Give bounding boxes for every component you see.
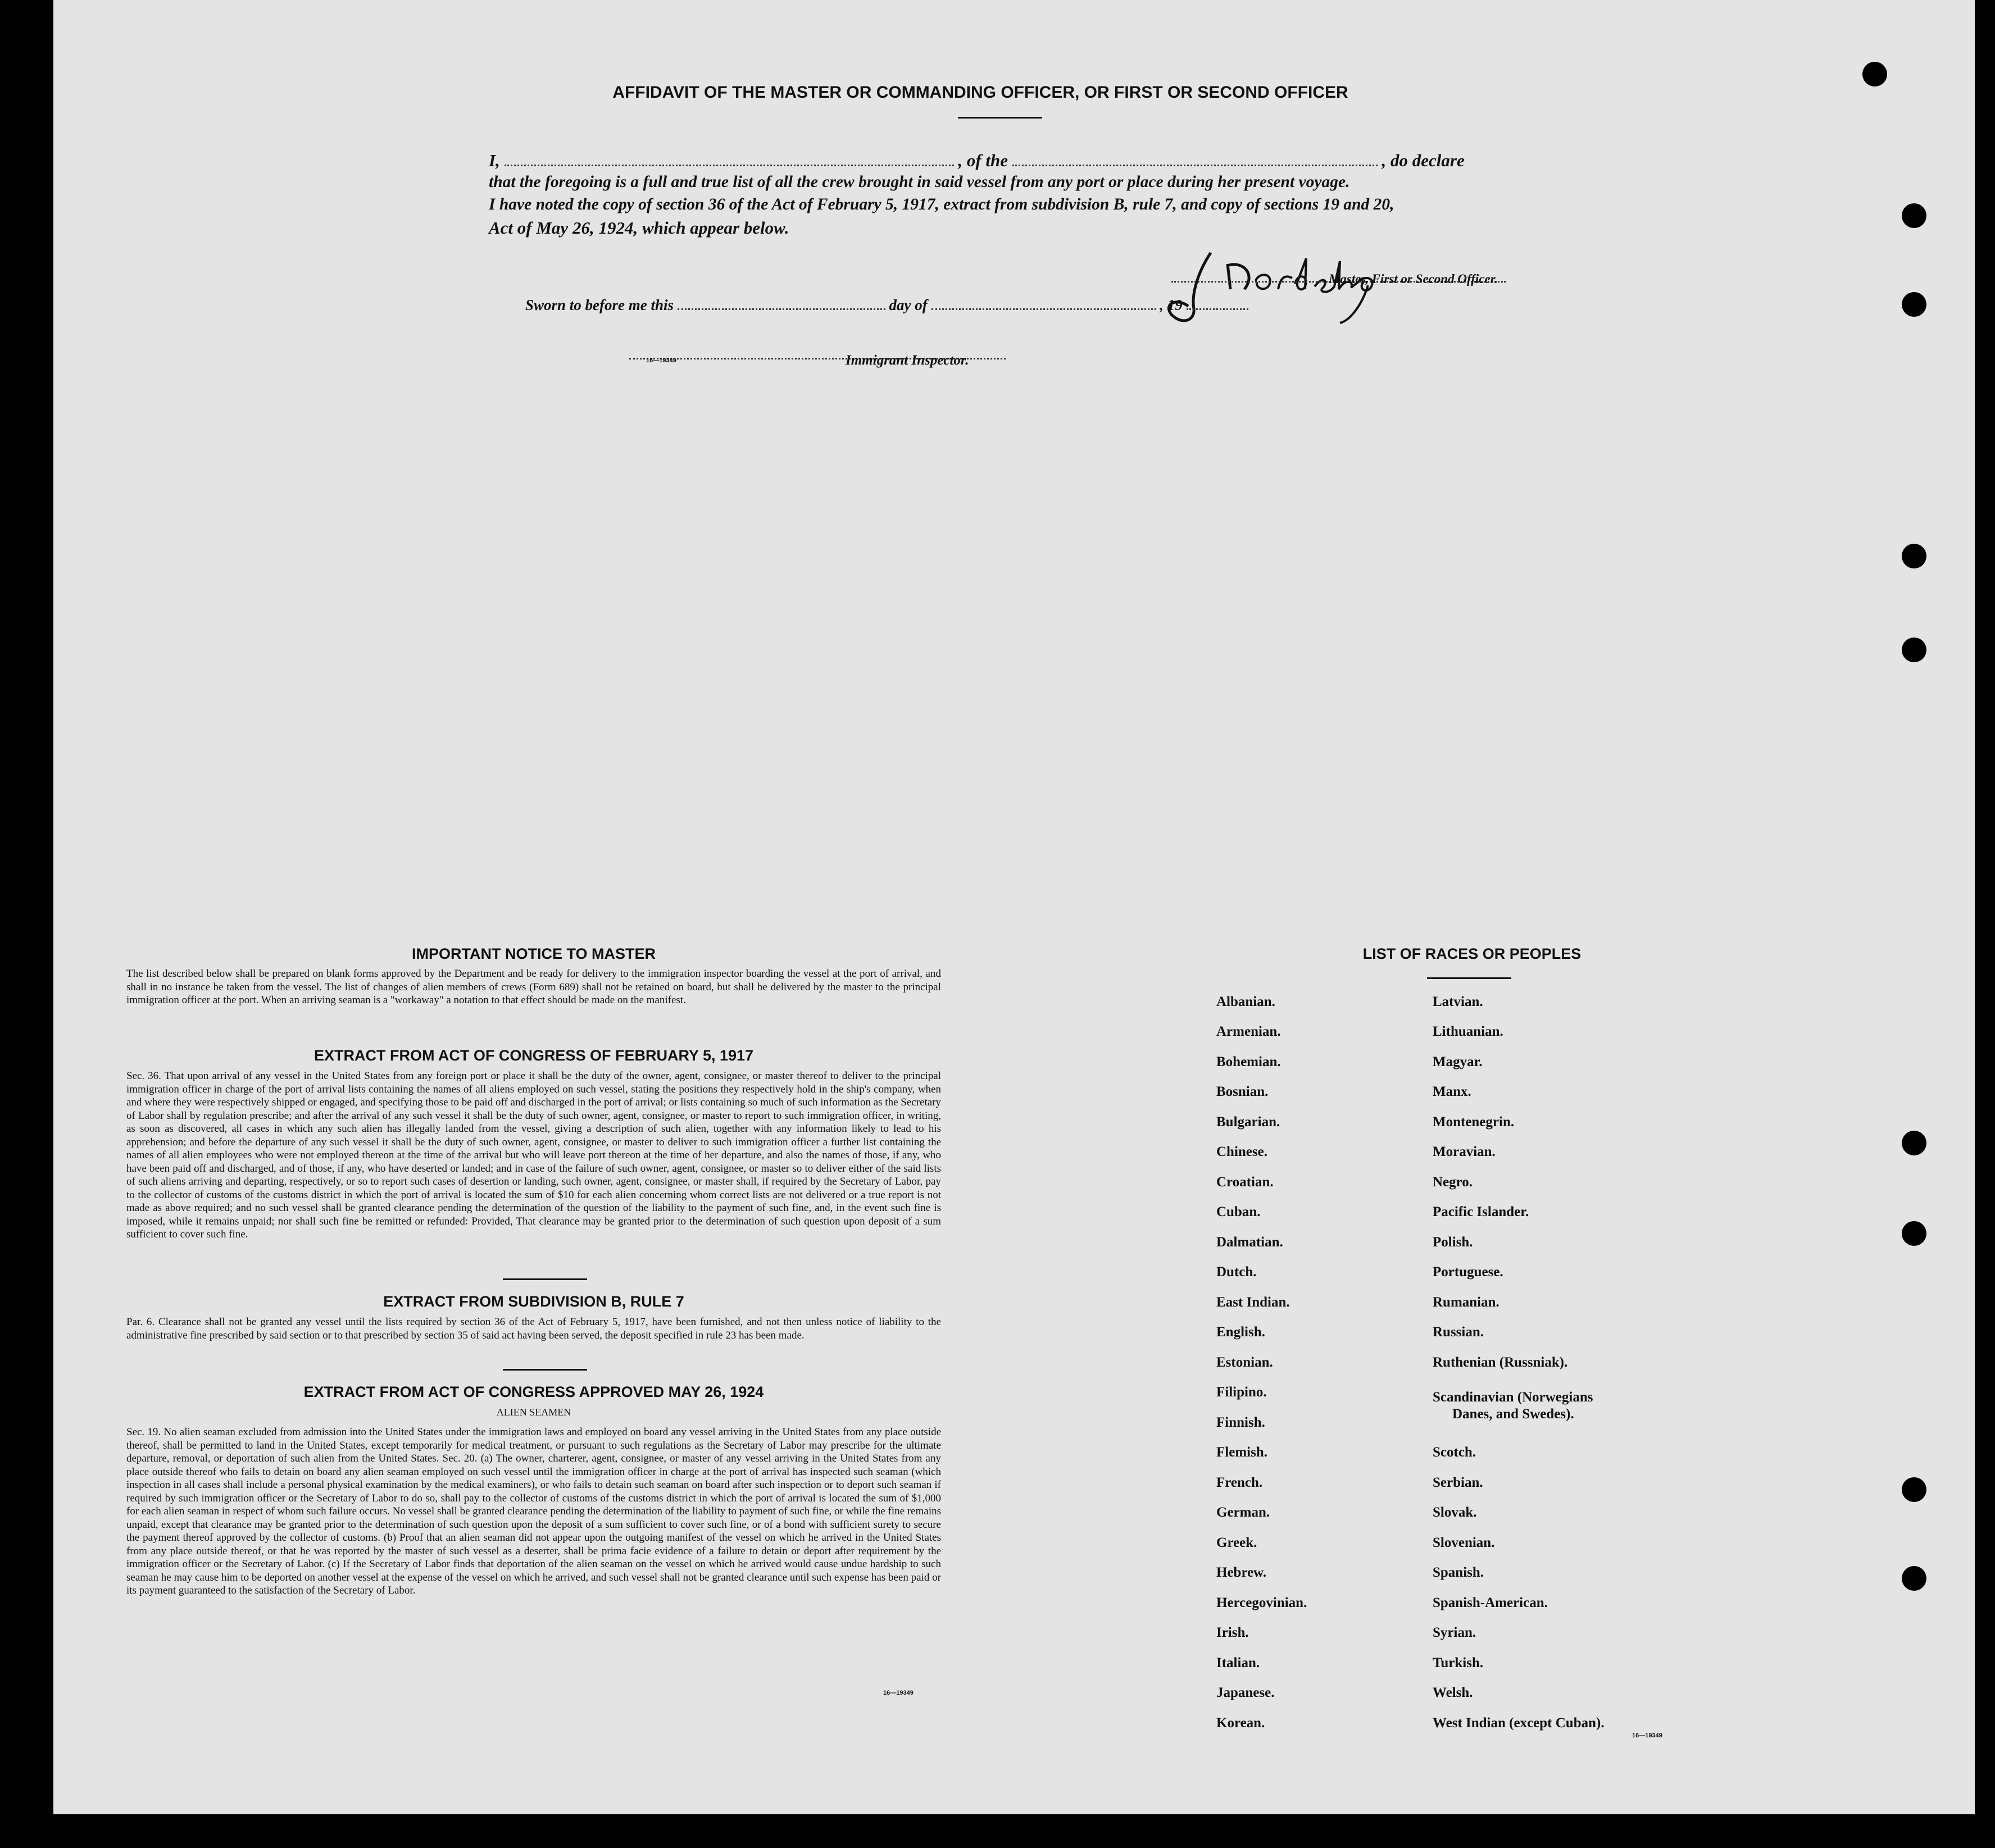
extract-1924-title: EXTRACT FROM ACT OF CONGRESS APPROVED MAY 26, 1924: [303, 1383, 764, 1400]
races-title: LIST OF RACES OR PEOPLES: [1362, 945, 1582, 962]
race-item: Bosnian.: [1216, 1084, 1269, 1099]
affidavit-line-2: that the foregoing is a full and true list of all the crew brought in said vessel from any port or place during her present voyage.: [489, 173, 1350, 191]
race-item: Armenian.: [1216, 1024, 1281, 1039]
race-item: French.: [1216, 1475, 1263, 1490]
notice-text: The list described below shall be prepared on blank forms approved by the Department and be ready for delivery to the immigration inspector boarding the vessel at the port of arrival, and shall in no instance be taken from the vessel. The list of changes of alien members of crews (Form 689) shall not be retained on board, but shall be delivered by the master to the principal immigration officer at the port. When an arriving seaman is a "workaway" a notation to that effect should be made on the manifest.: [126, 968, 941, 1006]
race-item: Magyar.: [1433, 1054, 1483, 1069]
extract-1924-text: Sec. 19. No alien seaman excluded from admission into the United States under the immigration laws and employed on board any vessel arriving in the United States from any place outside thereof, shall be permitted to land in the United States, except temporarily for medical treatment, or pursuant to such regulations as the Secretary of Labor may prescribe for the ultimate departure, removal, or deportation of such alien from the United States. Sec. 20. (a) The owner, charterer, agent, consignee, or master of any vessel arriving in the United States from any place outside thereof who fails to detain on board any alien seaman employed on such vessel until the immigration officer in charge at the port of arrival has inspected such seaman (which inspection in all cases shall include a personal physical examination by the medical examiners), or who fails to detain such seaman on board after such inspection or to deport such seaman if required by such immigration officer or the Secretary of Labor to do so, shall pay to the collector of customs of the customs district in which the port of arrival is located the sum of $1,000 for each alien seaman in respect of whom such failure occurs. No vessel shall be granted clearance pending the determination of the liability to payment of such fine, or while the fine remains unpaid, except that clearance may be granted prior to the determination of such question upon the deposit of a sum sufficient to cover such fine, or of a bond with sufficient surety to secure the payment thereof approved by the collector of customs. (b) Proof that an alien seaman did not appear upon the outgoing manifest of the vessel on which he arrived in the United States from any place outside thereof, or that he was reported by the master of such vessel as a deserter, shall be prima facie evidence of a failure to detain or deport after requirement by the immigration officer or the Secretary of Labor. (c) If the Secretary of Labor finds that deportation of the alien seaman on the vessel on which he arrived would cause undue hardship to such seaman he may cause him to be deported on another vessel at the expense of the vessel on which he arrived, and such vessel shall not be granted clearance until such expense has been paid or its payment guaranteed to the satisfaction of the Secretary of Labor.: [126, 1426, 941, 1596]
do-declare-label: , do declare: [1381, 151, 1465, 170]
race-item: East Indian.: [1216, 1295, 1290, 1310]
race-item: Finnish.: [1216, 1415, 1265, 1430]
inspector-label: Immigrant Inspector.: [846, 353, 969, 368]
race-item: Bohemian.: [1216, 1054, 1281, 1069]
affidavit-line-4: Act of May 26, 1924, which appear below.: [489, 218, 789, 238]
signature-caption: Master, First or Second Officer.: [1329, 272, 1498, 286]
race-item: Albanian.: [1216, 994, 1275, 1009]
sworn-day-blank: [678, 307, 885, 310]
punch-hole: [1902, 1477, 1926, 1502]
affidavit-title: AFFIDAVIT OF THE MASTER OR COMMANDING OFFICER, OR FIRST OR SECOND OFFICER: [612, 83, 1348, 102]
race-item: West Indian (except Cuban).: [1433, 1715, 1605, 1731]
race-item: Japanese.: [1216, 1685, 1275, 1700]
race-item: Manx.: [1433, 1084, 1471, 1099]
punch-hole: [1902, 638, 1926, 662]
punch-hole: [1902, 1221, 1926, 1246]
punch-hole: [1902, 1131, 1926, 1155]
race-item: Montenegrin.: [1433, 1114, 1515, 1130]
race-item: Turkish.: [1433, 1655, 1484, 1671]
sworn-label: Sworn to before me this: [525, 297, 674, 313]
punch-hole: [1902, 544, 1926, 568]
punch-hole: [1902, 203, 1926, 228]
divider-1: [503, 1278, 587, 1280]
race-item: Slovak.: [1433, 1505, 1477, 1520]
inspector-form-number: 16—19349: [646, 357, 676, 364]
extract-1917-text: Sec. 36. That upon arrival of any vessel in the United States from any foreign port or place it shall be the duty of the owner, agent, consignee, or master thereof to deliver to the principal immigration officer in charge of the port of arrival lists containing the names of all aliens employed on such vessel, stating the positions they respectively hold in the ship's company, when and where they were respectively shipped or engaged, and specifying those to be paid off and discharged in the port of arrival; or lists containing so much of such information as the Secretary of Labor shall by regulation prescribe; and after the arrival of any such vessel it shall be the duty of such owner, agent, consignee, or master to report to such immigration officer, in writing, as soon as discovered, all cases in which any such alien has illegally landed from the vessel, giving a description of such alien, together with any information likely to lead to his apprehension; and before the departure of any such vessel it shall be the duty of such owner, agent, consignee, or master to deliver to such immigration officer a further list containing the names of all alien employees who were not employed thereon at the time of the arrival but who will leave port thereon at the time of her departure, and also the names of those, if any, who have been paid off and discharged, and of those, if any, who have deserted or landed; and in case of the failure of such owner, agent, consignee, or master so to deliver either of the said lists of such aliens arriving and departing, respectively, or so to report such cases of desertion or landing, such owner, agent, consignee, or master shall, if required by the Secretary of Labor, pay to the collector of customs of the customs district in which the port of arrival is located the sum of $10 for each alien concerning whom correct lists are not delivered or a true report is not made as above required; and no such vessel shall be granted clearance pending the determination of the question of the liability to the payment of such fine, and, in the event such fine is imposed, while it remains unpaid; nor shall such fine be remitted or refunded: Provided, That clearance may be granted prior to the determination of such question upon deposit of a sum sufficient to cover such fine.: [126, 1070, 941, 1240]
races-underline: [1427, 977, 1511, 979]
race-item: Spanish.: [1433, 1565, 1484, 1580]
race-item: Hercegovinian.: [1216, 1595, 1307, 1610]
document-page: [53, 0, 1975, 1814]
divider-2: [503, 1369, 587, 1371]
name-blank: [505, 163, 954, 166]
race-item: Scotch.: [1433, 1445, 1476, 1460]
race-item: Bulgarian.: [1216, 1114, 1280, 1130]
race-item: Lithuanian.: [1433, 1024, 1503, 1039]
race-item: Chinese.: [1216, 1144, 1267, 1159]
vessel-blank: [1012, 163, 1378, 166]
race-item: English.: [1216, 1324, 1265, 1340]
races-form-number: 16—19349: [1632, 1732, 1662, 1739]
race-item: Portuguese.: [1433, 1264, 1503, 1280]
race-item: Negro.: [1433, 1175, 1473, 1190]
punch-hole: [1862, 62, 1887, 87]
year-label: , 19: [1160, 297, 1183, 313]
race-item: Hebrew.: [1216, 1565, 1267, 1580]
extract-1917-title: EXTRACT FROM ACT OF CONGRESS OF FEBRUARY 5, 1917: [313, 1047, 754, 1064]
alien-seamen-subtitle: ALIEN SEAMEN: [496, 1407, 571, 1418]
of-the-label: , of the: [958, 151, 1008, 170]
sworn-line: [525, 297, 1248, 314]
race-item: Scandinavian (Norwegians: [1433, 1390, 1593, 1405]
i-label: I,: [489, 151, 500, 170]
race-item: Slovenian.: [1433, 1535, 1495, 1550]
race-item: Croatian.: [1216, 1175, 1274, 1190]
affidavit-line-3: I have noted the copy of section 36 of the Act of February 5, 1917, extract from subdivision B, rule 7, and copy of sections 19 and 20,: [489, 195, 1394, 213]
race-item: Welsh.: [1433, 1685, 1473, 1700]
race-item: Dutch.: [1216, 1264, 1257, 1280]
extract-form-number: 16—19349: [883, 1690, 914, 1696]
race-item: Russian.: [1433, 1324, 1484, 1340]
race-item: Irish.: [1216, 1625, 1249, 1640]
race-item: Estonian.: [1216, 1355, 1273, 1370]
race-item: Dalmatian.: [1216, 1235, 1283, 1250]
race-item: Filipino.: [1216, 1385, 1267, 1400]
race-item: Moravian.: [1433, 1144, 1496, 1159]
race-item: Polish.: [1433, 1235, 1473, 1250]
race-item: Italian.: [1216, 1655, 1260, 1671]
race-item: Greek.: [1216, 1535, 1257, 1550]
race-item: Syrian.: [1433, 1625, 1476, 1640]
race-item: Ruthenian (Russniak).: [1433, 1355, 1568, 1370]
rule7-text: Par. 6. Clearance shall not be granted any vessel until the lists required by section 36 of the Act of February 5, 1917, have been furnished, and not then unless notice of liability to the administrative fine prescribed by said section or to that prescribed by section 35 of said act having been served, the deposit specified in rule 23 has been made.: [126, 1316, 941, 1341]
race-item: German.: [1216, 1505, 1270, 1520]
race-item: Rumanian.: [1433, 1295, 1499, 1310]
affidavit-line-1: [489, 151, 1465, 171]
notice-title: IMPORTANT NOTICE TO MASTER: [412, 945, 656, 962]
race-item: Latvian.: [1433, 994, 1483, 1009]
race-item: Danes, and Swedes).: [1452, 1407, 1574, 1422]
race-item: Serbian.: [1433, 1475, 1483, 1490]
punch-hole: [1902, 292, 1926, 317]
title-underline: [958, 117, 1042, 119]
race-item: Pacific Islander.: [1433, 1204, 1529, 1219]
race-item: Spanish-American.: [1433, 1595, 1548, 1610]
day-of-label: day of: [889, 297, 928, 313]
sworn-year-blank: [1187, 307, 1248, 310]
race-item: Flemish.: [1216, 1445, 1267, 1460]
race-item: Cuban.: [1216, 1204, 1261, 1219]
rule7-title: EXTRACT FROM SUBDIVISION B, RULE 7: [383, 1293, 684, 1310]
sworn-month-blank: [931, 307, 1156, 310]
punch-hole: [1902, 1566, 1926, 1591]
race-item: Korean.: [1216, 1715, 1265, 1731]
